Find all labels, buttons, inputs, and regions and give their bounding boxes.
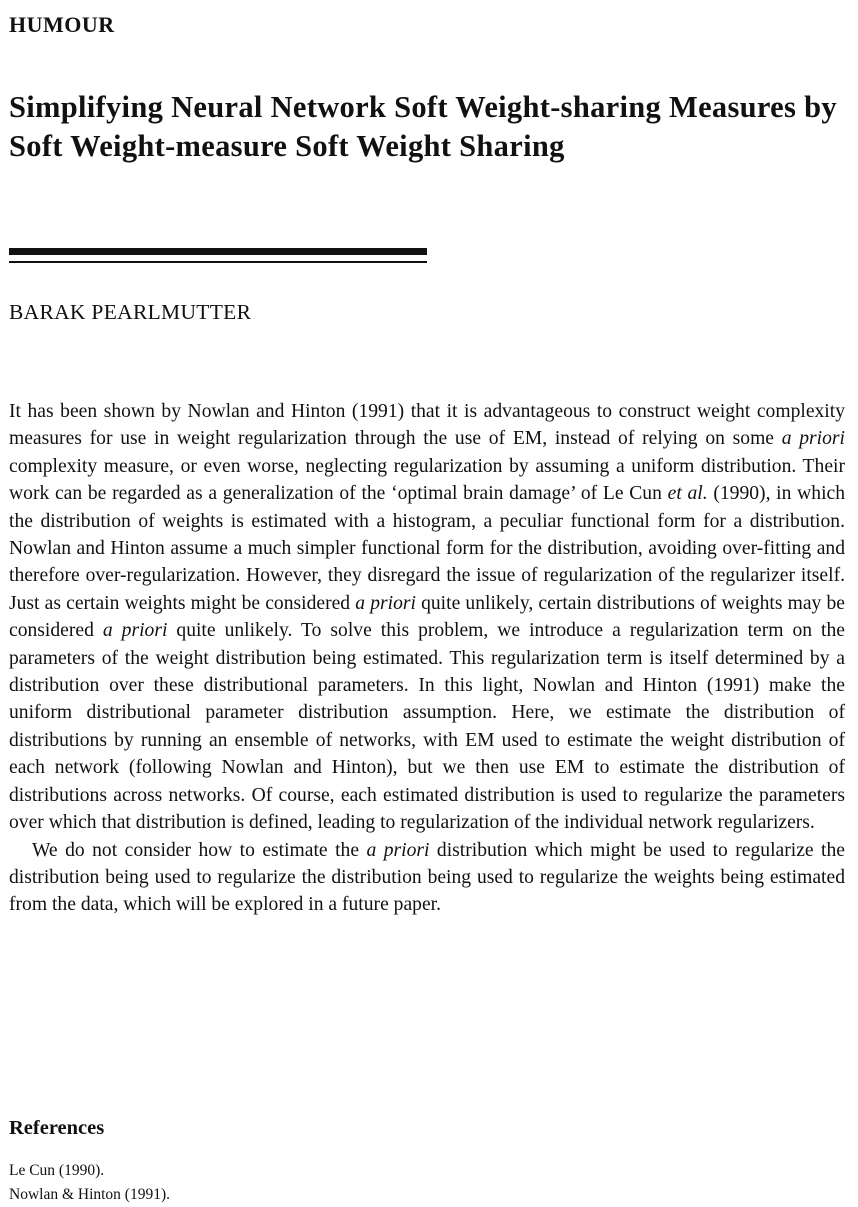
italic-run: a priori	[781, 428, 845, 450]
text-run: quite unlikely, certain distributions of weights may be considered	[9, 592, 845, 642]
text-run: distribution which might be used to regularize the distribution being used to regularize the distribution being used to regularize the weights being estimated from the data, which will be explored in a future paper.	[9, 839, 845, 916]
author-name: BARAK PEARLMUTTER	[9, 300, 252, 324]
text-run: complexity measure, or even worse, neglecting regularization by assuming a uniform distribution. Their work can be regarded as a generalization of the ‘optimal brain damage’ of Le Cun	[9, 455, 845, 505]
references-heading: References	[9, 1117, 105, 1139]
body-paragraph-2	[9, 837, 845, 919]
text-run: quite unlikely. To solve this problem, we introduce a regularization term on the parameters of the weight distribution being estimated. This regularization term is itself determined by a distribution over these distributional parameters. In this light, Nowlan and Hinton (1991) make the uniform distributional parameter distribution assumption. Here, we estimate the distribution of distributions by running an ensemble of networks, with EM used to estimate the weight distribution of each network (following Nowlan and Hinton), but we then use EM to estimate the distribution of distributions across networks. Of course, each estimated distribution is used to regularize the parameters over which that distribution is defined, leading to regularization of the individual network regularizers.	[9, 620, 845, 834]
text-run: (1990), in which the distribution of weights is estimated with a histogram, a peculiar functional form for a distribution. Nowlan and Hinton assume a much simpler functional form for the distribution, avoiding over-fitting and therefore over-regularization. However, they disregard the issue of regularization of the regularizer itself. Just as certain weights might be considered	[9, 483, 846, 614]
title-rule-thin	[9, 261, 427, 263]
body-text	[9, 398, 845, 919]
section-label: HUMOUR	[9, 12, 115, 37]
text-run: It has been shown by Nowlan and Hinton (1991) that it is advantageous to construct weight complexity measures for use in weight regularization through the use of EM, instead of relying on some	[9, 401, 845, 450]
italic-run: et al.	[667, 483, 708, 505]
text-run: We do not consider how to estimate the	[32, 839, 367, 861]
body-paragraph-1	[9, 398, 845, 837]
italic-run: a priori	[366, 839, 430, 861]
reference-item: Le Cun (1990).	[9, 1162, 105, 1179]
title-rule-thick	[9, 248, 427, 255]
italic-run: a priori	[355, 592, 416, 614]
paper-title: Simplifying Neural Network Soft Weight-sharing Measures by Soft Weight-measure Soft Weight Sharing	[9, 90, 837, 163]
reference-item: Nowlan & Hinton (1991).	[9, 1186, 171, 1203]
italic-run: a priori	[102, 620, 168, 642]
